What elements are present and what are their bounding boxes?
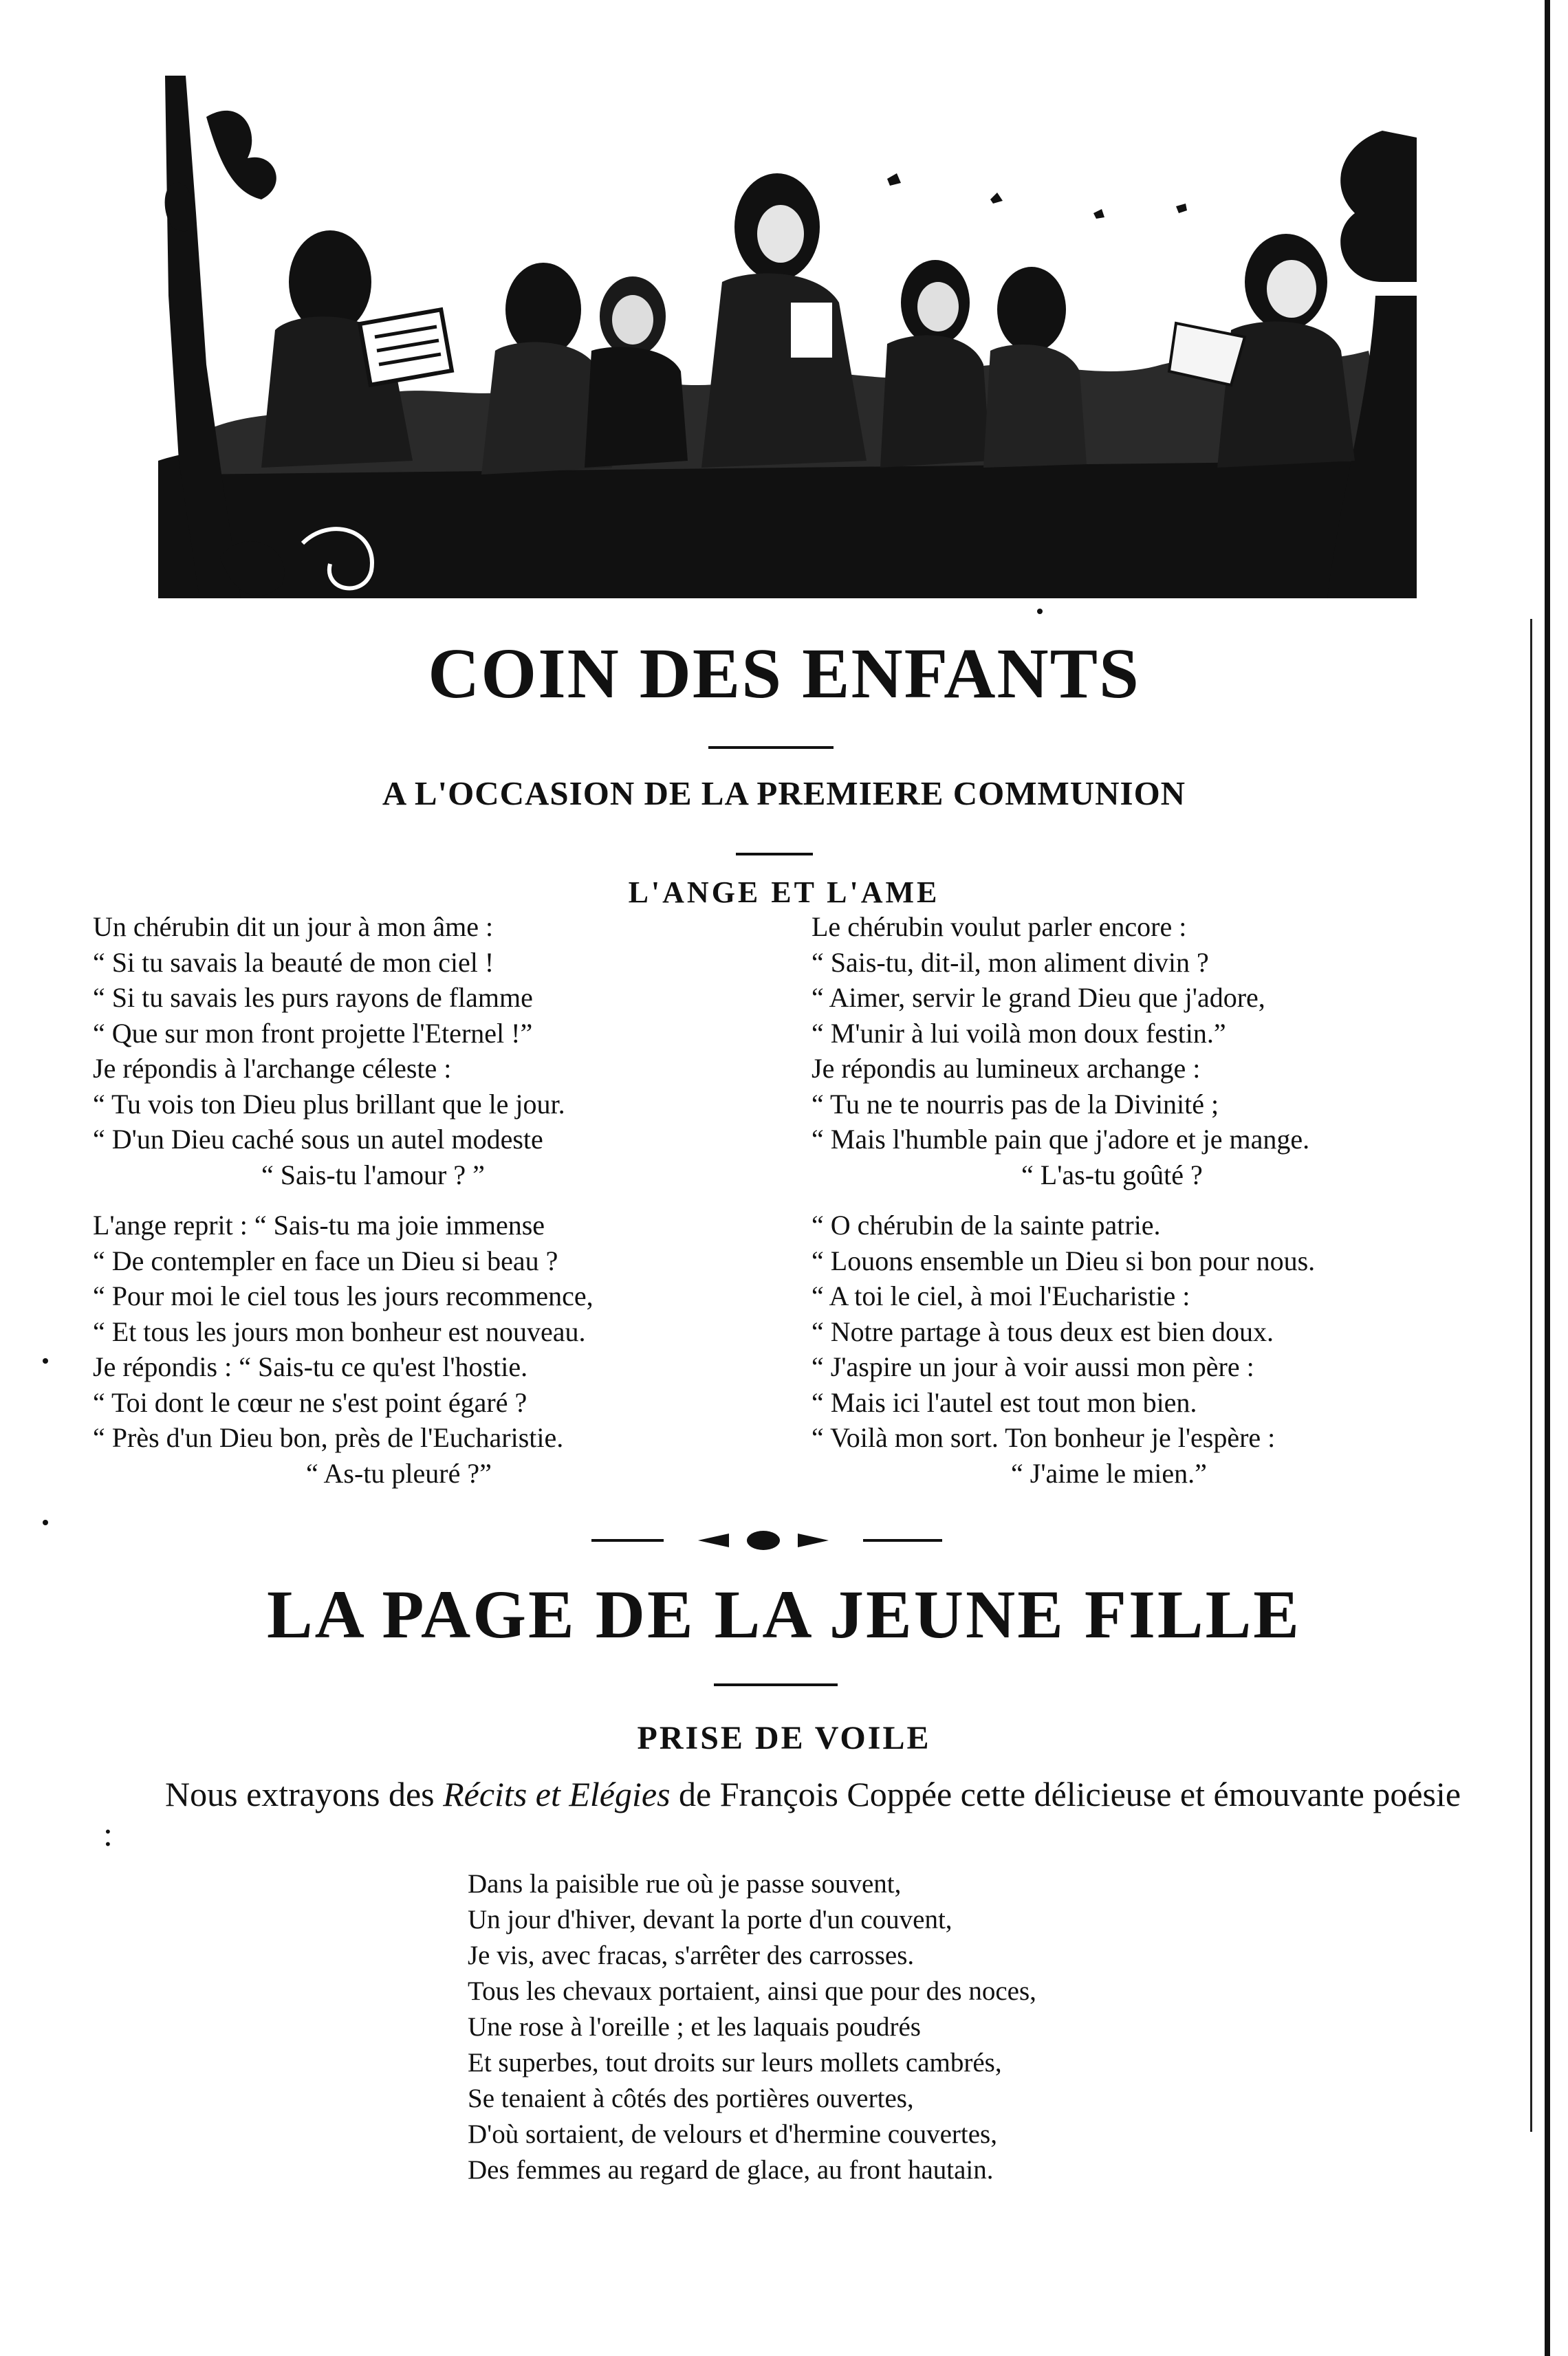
poem-refrain: “ J'aime le mien.” [1011, 1457, 1207, 1489]
page-title: COIN DES ENFANTS [428, 634, 1140, 713]
poem-line: “ M'unir à lui voilà mon doux festin.” [812, 1017, 1226, 1049]
poem-stanza [93, 1208, 594, 1491]
poem-line: “ Près d'un Dieu bon, près de l'Eucharistie. [93, 1422, 564, 1453]
poem-line: “ Aimer, servir le grand Dieu que j'adore, [812, 982, 1265, 1013]
poem-title: L'ANGE ET L'AME [628, 875, 940, 909]
poem-refrain: “ L'as-tu goûté ? [1021, 1159, 1203, 1190]
section-subtitle: A L'OCCASION DE LA PREMIERE COMMUNION [382, 774, 1186, 812]
poem-line: “ Mais l'humble pain que j'adore et je mange. [812, 1124, 1310, 1155]
poem-stanza [93, 909, 594, 1192]
poem-line: “ Si tu savais la beauté de mon ciel ! [93, 946, 494, 978]
poem-line: “ Sais-tu, dit-il, mon aliment divin ? [812, 946, 1209, 978]
poem-line: “ A toi le ciel, à moi l'Eucharistie : [812, 1280, 1190, 1311]
poem-line: Le chérubin voulut parler encore : [812, 911, 1187, 942]
poem-line: “ Que sur mon front projette l'Eternel !” [93, 1017, 533, 1049]
poem-stanza [812, 1208, 1315, 1491]
print-speck [43, 1520, 48, 1525]
section-title: LA PAGE DE LA JEUNE FILLE [266, 1576, 1301, 1653]
poem-line: “ D'un Dieu caché sous un autel modeste [93, 1124, 543, 1155]
poem-line: D'où sortaient, de velours et d'hermine couvertes, [468, 2119, 997, 2149]
poem-line: Dans la paisible rue où je passe souvent, [468, 1869, 902, 1899]
poem-line: “ Mais ici l'autel est tout mon bien. [812, 1386, 1197, 1418]
poem-line: Des femmes au regard de glace, au front hautain. [468, 2155, 994, 2185]
poem-refrain: “ As-tu pleuré ?” [306, 1457, 492, 1489]
poem-line: “ J'aspire un jour à voir aussi mon père : [812, 1351, 1254, 1382]
poem-line: “ De contempler en face un Dieu si beau ? [93, 1245, 558, 1276]
poem-line: Je répondis : “ Sais-tu ce qu'est l'hostie. [93, 1351, 528, 1382]
poem-stanza [812, 909, 1315, 1192]
poem-line: Je répondis à l'archange céleste : [93, 1053, 452, 1084]
poem-left-column [93, 909, 594, 1491]
title-rule [714, 1683, 838, 1686]
title-rule [708, 746, 834, 749]
poem-right-column [812, 909, 1315, 1491]
poem-line: “ Si tu savais les purs rayons de flamme [93, 982, 533, 1013]
poem-line: L'ange reprit : “ Sais-tu ma joie immense [93, 1210, 545, 1241]
intro-text: de François Coppée cette délicieuse et émouvante poésie : [103, 1775, 1461, 1853]
subtitle-rule [736, 853, 813, 855]
header-engraving [158, 76, 1417, 598]
poem-line: “ Toi dont le cœur ne s'est point égaré ? [93, 1386, 527, 1418]
poem-refrain: “ Sais-tu l'amour ? ” [261, 1159, 485, 1190]
intro-text: Nous extrayons des [165, 1775, 444, 1813]
article-title: PRISE DE VOILE [637, 1720, 931, 1756]
poem-line: Je vis, avec fracas, s'arrêter des carrosses. [468, 1941, 915, 1970]
print-speck [1037, 609, 1043, 614]
poem-line: “ O chérubin de la sainte patrie. [812, 1210, 1161, 1241]
poem-line: “ Voilà mon sort. Ton bonheur je l'espère : [812, 1422, 1276, 1453]
poem-line: “ Et tous les jours mon bonheur est nouveau. [93, 1316, 586, 1347]
poem-line: “ Pour moi le ciel tous les jours recommence, [93, 1280, 594, 1311]
poem-line: “ Louons ensemble un Dieu si bon pour nous. [812, 1245, 1316, 1276]
coppee-poem [468, 1866, 1036, 2188]
book-title: Récits et Elégies [443, 1775, 671, 1813]
poem-line: Une rose à l'oreille ; et les laquais poudrés [468, 2012, 921, 2042]
poem-line: “ Tu ne te nourris pas de la Divinité ; [812, 1088, 1219, 1120]
page-edge-shadow [1530, 619, 1532, 2132]
page-edge-border [1545, 0, 1550, 2356]
poem-line: Un jour d'hiver, devant la porte d'un couvent, [468, 1905, 952, 1934]
poem-line: “ Notre partage à tous deux est bien doux. [812, 1316, 1274, 1347]
intro-paragraph [103, 1774, 1472, 1854]
ornament-divider [0, 1527, 1568, 1554]
print-speck [43, 1358, 48, 1364]
poem-line: Je répondis au lumineux archange : [812, 1053, 1201, 1084]
poem-line: Et superbes, tout droits sur leurs mollets cambrés, [468, 2048, 1002, 2077]
poem-line: Un chérubin dit un jour à mon âme : [93, 911, 494, 942]
poem-line: “ Tu vois ton Dieu plus brillant que le jour. [93, 1088, 565, 1120]
poem-line: Se tenaient à côtés des portières ouvertes, [468, 2084, 914, 2113]
poem-line: Tous les chevaux portaient, ainsi que pour des noces, [468, 1976, 1036, 2006]
